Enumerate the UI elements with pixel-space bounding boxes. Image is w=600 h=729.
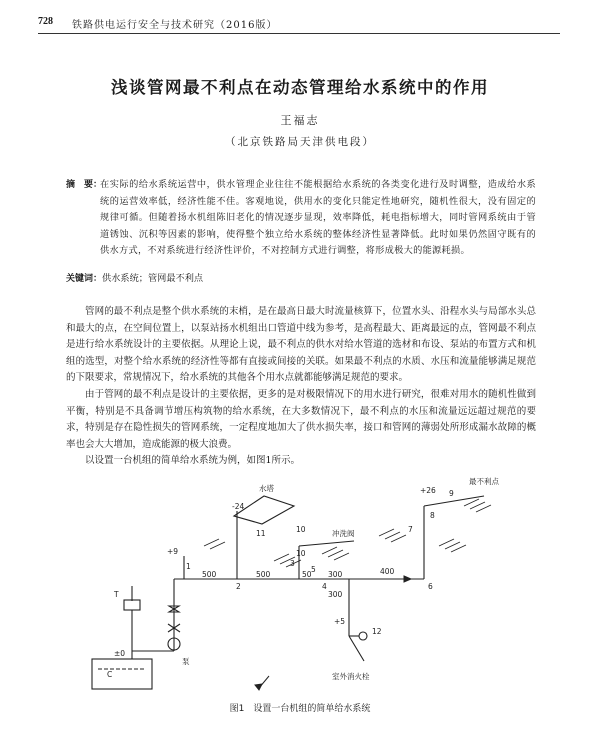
node-label: 10	[296, 549, 306, 558]
paragraph: 管网的最不利点是整个供水系统的末梢，是在最高日最大时流量核算下，位置水头、沿程水头与局部水头总和最大的点，在空间位置上，以泵站扬水机组出口管道中线为参考，是高程最大、距离最远的点，管网最不利点是进行给水系统设计的主要依据。从理论上说，最不利点的供水对给水管道的选材和布设、泵站的布置方式和机组的选型，对整个给水系统的经济性等都有直接或间接的关联。如果最不利点的水质、水压和流量能够满足规范的下限要求，常规情况下，给水系统的其他各个用水点就都能够满足规范的要求。	[66, 306, 536, 384]
water-system-diagram	[84, 476, 524, 696]
label-worst-point: 最不利点	[469, 477, 499, 486]
node-label: 11	[256, 529, 266, 538]
abstract-text: 在实际的给水系统运营中，供水管理企业往往不能根据给水系统的各类变化进行及时调整，造成给水系统的运营效率低，经济性能不佳。客观地说，供用水的变化只能定性地研究，随机性很大，没有固定的规律可循。但随着扬水机组陈旧老化的情况逐步显现，效率降低，耗电指标增大，同时管网系统由于管道锈蚀、沉积等因素的影响，使得整个独立给水系统的整体经济性显著降低。此时如果仍然固守既有的供水方式，不对系统进行经济性评价，不对控制方式进行调整，将形成极大的能源耗损。	[100, 179, 536, 257]
paragraph: 以设置一台机组的简单给水系统为例，如图1所示。	[85, 455, 301, 467]
pipe-length-label: 400	[380, 567, 395, 576]
abstract-label: 摘 要：	[66, 180, 103, 190]
label-flush-valve: 冲洗阀	[332, 529, 355, 538]
label-elev-tower: -24	[232, 502, 245, 511]
hydrant-arrow-head	[255, 684, 262, 690]
body-text	[66, 304, 536, 470]
header-rule	[38, 33, 560, 34]
running-header	[38, 14, 560, 32]
outlet-hatch	[464, 499, 491, 512]
pipe-length-label: 500	[202, 570, 217, 579]
node-label: 8	[430, 511, 435, 520]
node-label: 12	[372, 627, 382, 636]
node-label: 1	[186, 562, 191, 571]
outlet-hatch	[322, 547, 349, 560]
affiliation: （北京铁路局天津供电段）	[225, 136, 375, 148]
node-label: 9	[449, 489, 454, 498]
label-elev-worst: +26	[420, 486, 436, 495]
pipe-length-label: 300	[328, 590, 343, 599]
node-label: 10	[296, 525, 306, 534]
keywords-label: 关键词：	[66, 274, 103, 284]
article-title: 浅谈管网最不利点在动态管理给水系统中的作用	[111, 78, 489, 97]
flush-branch	[299, 541, 354, 546]
label-pump: 泵	[182, 657, 190, 666]
hydrant-valve	[359, 632, 367, 640]
node-label: 3	[290, 559, 295, 568]
label-fire-hydrant: 室外消火栓	[332, 672, 370, 681]
outlet-hatch	[439, 539, 466, 552]
flow-arrow-head	[404, 576, 411, 582]
label-elev-hydrant: +5	[334, 617, 346, 626]
pipe-length-label: 50	[302, 570, 312, 579]
node-label: 7	[408, 525, 413, 534]
outlet-hatch	[379, 529, 406, 542]
node-label: 2	[236, 582, 241, 591]
pipe-length-label: 500	[256, 570, 271, 579]
reservoir	[92, 659, 152, 689]
outlet-hatch	[204, 539, 225, 549]
pipe-length-label: 300	[328, 570, 343, 579]
paragraph: 由于管网的最不利点是设计的主要依据，更多的是对极限情况下的用水进行研究，很难对用水的随机性做到平衡，特别是不具备调节增压构筑物的给水系统，在大多数情况下，最不利点的水压和流量远远超过规范的要求，特别是存在隐性损失的管网系统，一定程度地加大了供水损失率，接口和管网的薄弱处所形成漏水故障的概率也会大大增加，造成能源的极大浪费。	[66, 388, 536, 450]
page-number: 728	[38, 16, 53, 27]
label-elev-tank: ±0	[114, 649, 126, 658]
label-reservoir: C	[107, 670, 113, 679]
abstract	[66, 177, 536, 260]
node-label: 6	[428, 582, 433, 591]
node-label: 5	[311, 565, 316, 574]
label-water-tower: 水塔	[259, 484, 274, 493]
figure-caption: 图1 设置一台机组的简单给水系统	[229, 704, 371, 714]
label-elev-node1: +9	[167, 547, 179, 556]
keywords-text: 供水系统；管网最不利点	[102, 273, 204, 284]
keywords	[66, 270, 536, 284]
node-label: 4	[322, 582, 327, 591]
label-tank: T	[114, 590, 119, 599]
journal-name: 铁路供电运行安全与技术研究（2016版）	[72, 20, 278, 31]
tank-body	[124, 600, 140, 610]
author: 王福志	[280, 114, 320, 127]
